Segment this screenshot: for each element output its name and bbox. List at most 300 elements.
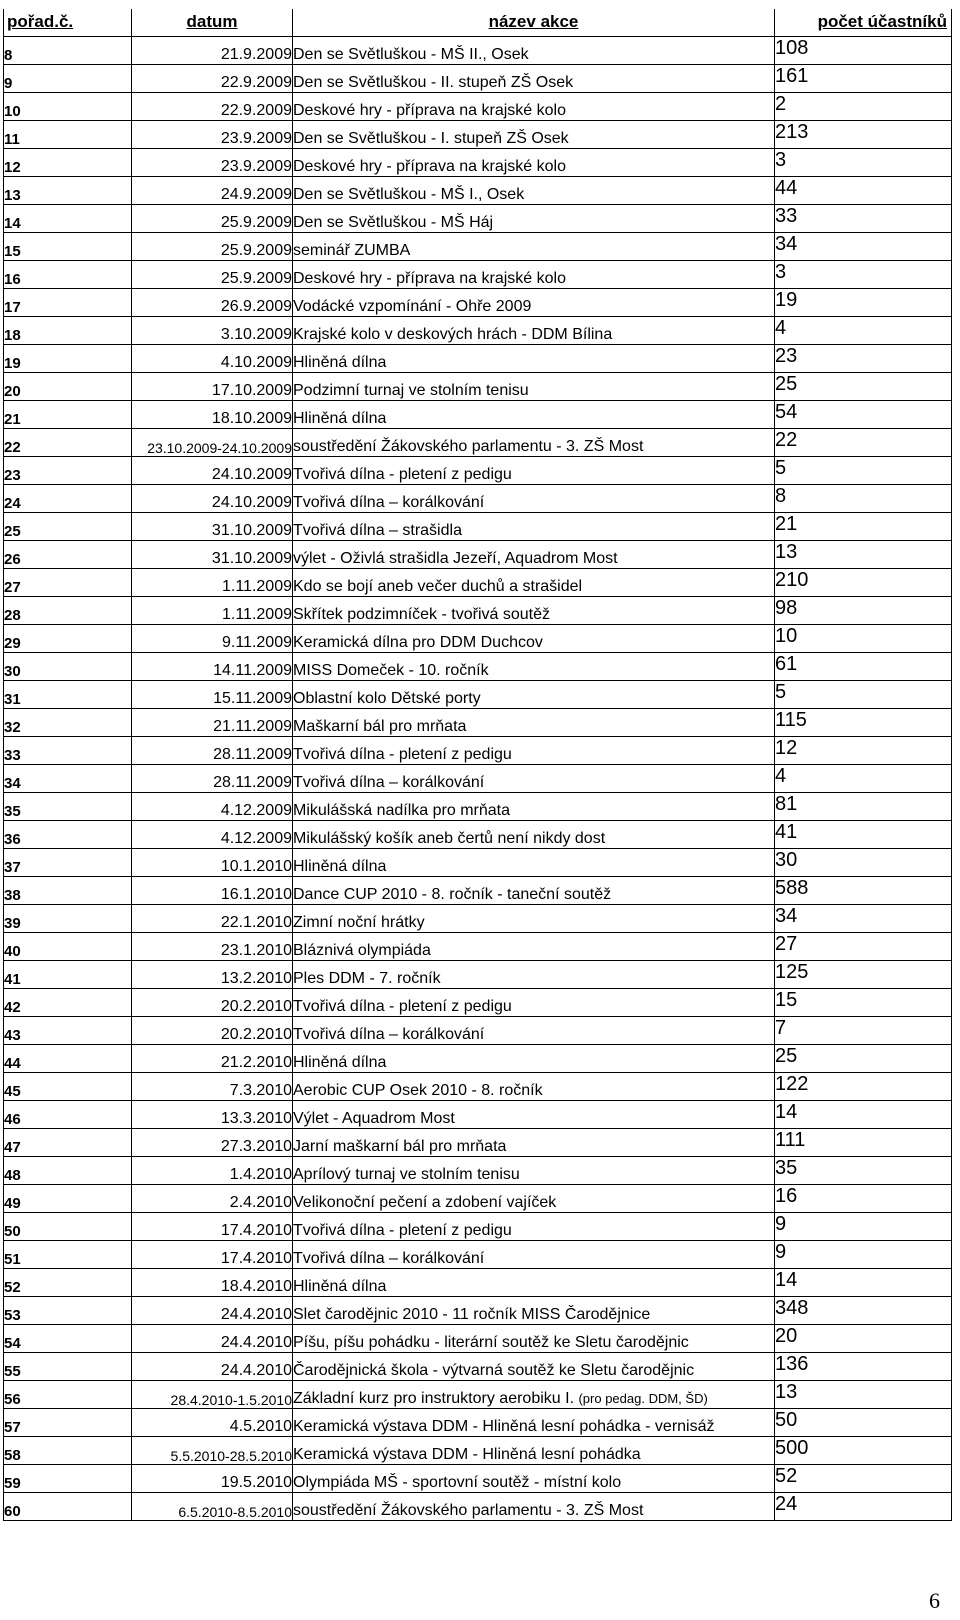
row-event-name xyxy=(293,484,775,512)
row-date: 18.4.2010 xyxy=(132,1268,293,1296)
row-event-text: Bláznivá olympiáda xyxy=(293,941,431,959)
row-event-text: Tvořivá dílna - pletení z pedigu xyxy=(293,745,512,763)
table-row xyxy=(4,540,952,568)
row-event-text: Tvořivá dílna – strašidla xyxy=(293,521,462,539)
row-order-number: 39 xyxy=(4,904,132,932)
row-participant-count: 34 xyxy=(775,232,952,260)
row-order-number: 60 xyxy=(4,1492,132,1520)
row-date: 26.9.2009 xyxy=(132,288,293,316)
row-event-name xyxy=(293,820,775,848)
row-event-name xyxy=(293,1044,775,1072)
row-date: 24.10.2009 xyxy=(132,484,293,512)
row-order-number: 38 xyxy=(4,876,132,904)
row-event-name xyxy=(293,1212,775,1240)
row-event-text: Deskové hry - příprava na krajské kolo xyxy=(293,157,566,175)
table-row xyxy=(4,988,952,1016)
row-order-number: 36 xyxy=(4,820,132,848)
row-participant-count: 19 xyxy=(775,288,952,316)
row-date: 10.1.2010 xyxy=(132,848,293,876)
row-order-number: 55 xyxy=(4,1352,132,1380)
table-row xyxy=(4,36,952,64)
row-order-number: 31 xyxy=(4,680,132,708)
row-event-name xyxy=(293,1408,775,1436)
row-date: 31.10.2009 xyxy=(132,540,293,568)
row-participant-count: 500 xyxy=(775,1436,952,1464)
row-participant-count: 213 xyxy=(775,120,952,148)
row-event-text: Skřítek podzimníček - tvořivá soutěž xyxy=(293,605,550,623)
row-event-name xyxy=(293,652,775,680)
row-participant-count: 161 xyxy=(775,64,952,92)
row-event-name xyxy=(293,764,775,792)
table-row xyxy=(4,260,952,288)
row-date: 24.10.2009 xyxy=(132,456,293,484)
row-participant-count: 61 xyxy=(775,652,952,680)
row-order-number: 16 xyxy=(4,260,132,288)
row-event-text: Velikonoční pečení a zdobení vajíček xyxy=(293,1193,557,1211)
row-order-number: 48 xyxy=(4,1156,132,1184)
row-event-name xyxy=(293,1324,775,1352)
row-event-name xyxy=(293,120,775,148)
table-row xyxy=(4,1072,952,1100)
row-event-name xyxy=(293,204,775,232)
row-date: 13.3.2010 xyxy=(132,1100,293,1128)
row-order-number: 13 xyxy=(4,176,132,204)
row-participant-count: 12 xyxy=(775,736,952,764)
row-event-text: Mikulášská nadílka pro mrňata xyxy=(293,801,510,819)
row-date: 25.9.2009 xyxy=(132,204,293,232)
table-row xyxy=(4,1100,952,1128)
row-order-number: 24 xyxy=(4,484,132,512)
row-order-number: 54 xyxy=(4,1324,132,1352)
row-event-name xyxy=(293,904,775,932)
row-event-name xyxy=(293,512,775,540)
row-event-name xyxy=(293,316,775,344)
row-participant-count: 35 xyxy=(775,1156,952,1184)
row-event-name xyxy=(293,400,775,428)
row-participant-count: 15 xyxy=(775,988,952,1016)
row-participant-count: 16 xyxy=(775,1184,952,1212)
row-order-number: 21 xyxy=(4,400,132,428)
row-event-text: výlet - Oživlá strašidla Jezeří, Aquadrom Most xyxy=(293,549,618,567)
row-order-number: 35 xyxy=(4,792,132,820)
table-row xyxy=(4,400,952,428)
row-participant-count: 54 xyxy=(775,400,952,428)
row-event-text: Keramická výstava DDM - Hliněná lesní pohádka - vernisáž xyxy=(293,1417,715,1435)
row-date: 16.1.2010 xyxy=(132,876,293,904)
row-participant-count: 25 xyxy=(775,372,952,400)
row-event-text: MISS Domeček - 10. ročník xyxy=(293,661,489,679)
table-row xyxy=(4,428,952,456)
row-date: 17.10.2009 xyxy=(132,372,293,400)
row-event-text: Krajské kolo v deskových hrách - DDM Bílina xyxy=(293,325,613,343)
row-event-name xyxy=(293,960,775,988)
row-order-number: 33 xyxy=(4,736,132,764)
row-event-text: Hliněná dílna xyxy=(293,353,387,371)
row-event-text: Čarodějnická škola - výtvarná soutěž ke Sletu čarodějnic xyxy=(293,1361,695,1379)
row-date: 22.9.2009 xyxy=(132,92,293,120)
row-date: 23.1.2010 xyxy=(132,932,293,960)
row-event-name xyxy=(293,708,775,736)
row-participant-count: 3 xyxy=(775,260,952,288)
row-participant-count: 9 xyxy=(775,1212,952,1240)
row-event-text: Maškarní bál pro mrňata xyxy=(293,717,467,735)
row-event-name xyxy=(293,1100,775,1128)
row-event-text: soustředění Žákovského parlamentu - 3. ZŠ Most xyxy=(293,437,644,455)
row-event-text: Vodácké vzpomínání - Ohře 2009 xyxy=(293,297,532,315)
row-participant-count: 348 xyxy=(775,1296,952,1324)
table-body xyxy=(4,36,952,1520)
row-date: 25.9.2009 xyxy=(132,232,293,260)
row-order-number: 9 xyxy=(4,64,132,92)
row-order-number: 32 xyxy=(4,708,132,736)
row-order-number: 45 xyxy=(4,1072,132,1100)
row-participant-count: 52 xyxy=(775,1464,952,1492)
row-order-number: 14 xyxy=(4,204,132,232)
row-event-text: Den se Světluškou - I. stupeň ZŠ Osek xyxy=(293,129,569,147)
row-date: 14.11.2009 xyxy=(132,652,293,680)
row-event-name xyxy=(293,540,775,568)
row-date: 7.3.2010 xyxy=(132,1072,293,1100)
table-row xyxy=(4,64,952,92)
row-participant-count: 33 xyxy=(775,204,952,232)
row-participant-count: 122 xyxy=(775,1072,952,1100)
row-event-name xyxy=(293,848,775,876)
row-event-name xyxy=(293,624,775,652)
row-order-number: 50 xyxy=(4,1212,132,1240)
row-date: 1.11.2009 xyxy=(132,596,293,624)
row-participant-count: 98 xyxy=(775,596,952,624)
row-event-name xyxy=(293,1072,775,1100)
row-date: 9.11.2009 xyxy=(132,624,293,652)
row-event-name xyxy=(293,1240,775,1268)
row-order-number: 11 xyxy=(4,120,132,148)
row-event-text: Podzimní turnaj ve stolním tenisu xyxy=(293,381,529,399)
row-participant-count: 136 xyxy=(775,1352,952,1380)
row-participant-count: 8 xyxy=(775,484,952,512)
row-participant-count: 34 xyxy=(775,904,952,932)
row-event-text: Hliněná dílna xyxy=(293,409,387,427)
row-event-name xyxy=(293,1296,775,1324)
table-row xyxy=(4,92,952,120)
row-order-number: 59 xyxy=(4,1464,132,1492)
row-date: 2.4.2010 xyxy=(132,1184,293,1212)
row-order-number: 27 xyxy=(4,568,132,596)
row-participant-count: 50 xyxy=(775,1408,952,1436)
table-row xyxy=(4,148,952,176)
row-event-text: Den se Světluškou - MŠ Háj xyxy=(293,213,494,231)
table-row xyxy=(4,792,952,820)
events-table xyxy=(3,9,952,1521)
row-participant-count: 13 xyxy=(775,540,952,568)
table-row xyxy=(4,1212,952,1240)
header-event: název akce xyxy=(293,9,775,36)
row-event-name xyxy=(293,1380,775,1408)
row-event-name xyxy=(293,1436,775,1464)
row-order-number: 49 xyxy=(4,1184,132,1212)
row-order-number: 17 xyxy=(4,288,132,316)
table-row xyxy=(4,204,952,232)
row-event-name xyxy=(293,988,775,1016)
row-event-text: Tvořivá dílna – korálkování xyxy=(293,1025,485,1043)
row-event-text: Olympiáda MŠ - sportovní soutěž - místní kolo xyxy=(293,1473,622,1491)
row-event-text: Základní kurz pro instruktory aerobiku I. xyxy=(293,1389,575,1407)
row-participant-count: 14 xyxy=(775,1100,952,1128)
row-date: 24.4.2010 xyxy=(132,1324,293,1352)
table-row xyxy=(4,708,952,736)
row-date: 22.1.2010 xyxy=(132,904,293,932)
row-event-name xyxy=(293,568,775,596)
row-order-number: 12 xyxy=(4,148,132,176)
row-order-number: 42 xyxy=(4,988,132,1016)
row-event-text: Aprílový turnaj ve stolním tenisu xyxy=(293,1165,520,1183)
row-event-text: Píšu, píšu pohádku - literární soutěž ke Sletu čarodějnic xyxy=(293,1333,689,1351)
row-order-number: 37 xyxy=(4,848,132,876)
row-event-name xyxy=(293,1156,775,1184)
row-participant-count: 7 xyxy=(775,1016,952,1044)
table-row xyxy=(4,596,952,624)
table-row xyxy=(4,1408,952,1436)
row-date: 23.9.2009 xyxy=(132,120,293,148)
row-participant-count: 4 xyxy=(775,316,952,344)
row-order-number: 23 xyxy=(4,456,132,484)
row-date: 25.9.2009 xyxy=(132,260,293,288)
table-row xyxy=(4,232,952,260)
row-event-name xyxy=(293,456,775,484)
table-row xyxy=(4,372,952,400)
table-row xyxy=(4,764,952,792)
row-order-number: 8 xyxy=(4,36,132,64)
row-order-number: 19 xyxy=(4,344,132,372)
row-participant-count: 13 xyxy=(775,1380,952,1408)
row-event-note: (pro pedag. DDM, ŠD) xyxy=(578,1390,708,1406)
row-event-text: Výlet - Aquadrom Most xyxy=(293,1109,455,1127)
row-order-number: 51 xyxy=(4,1240,132,1268)
row-event-text: Ples DDM - 7. ročník xyxy=(293,969,441,987)
row-date: 19.5.2010 xyxy=(132,1464,293,1492)
row-date: 31.10.2009 xyxy=(132,512,293,540)
row-event-text: Tvořivá dílna - pletení z pedigu xyxy=(293,997,512,1015)
row-event-name xyxy=(293,92,775,120)
row-participant-count: 5 xyxy=(775,456,952,484)
table-row xyxy=(4,1352,952,1380)
table-row xyxy=(4,316,952,344)
row-participant-count: 210 xyxy=(775,568,952,596)
row-event-text: Deskové hry - příprava na krajské kolo xyxy=(293,101,566,119)
row-date: 4.5.2010 xyxy=(132,1408,293,1436)
row-order-number: 40 xyxy=(4,932,132,960)
row-participant-count: 24 xyxy=(775,1492,952,1520)
row-order-number: 30 xyxy=(4,652,132,680)
row-date: 13.2.2010 xyxy=(132,960,293,988)
row-event-text: Tvořivá dílna - pletení z pedigu xyxy=(293,465,512,483)
row-date: 21.9.2009 xyxy=(132,36,293,64)
row-order-number: 43 xyxy=(4,1016,132,1044)
table-row xyxy=(4,288,952,316)
row-date: 28.4.2010-1.5.2010 xyxy=(132,1380,293,1408)
table-row xyxy=(4,624,952,652)
row-participant-count: 108 xyxy=(775,36,952,64)
row-participant-count: 125 xyxy=(775,960,952,988)
row-event-text: Jarní maškarní bál pro mrňata xyxy=(293,1137,507,1155)
row-event-text: Tvořivá dílna - pletení z pedigu xyxy=(293,1221,512,1239)
row-event-name xyxy=(293,1016,775,1044)
table-row xyxy=(4,456,952,484)
table-row xyxy=(4,1268,952,1296)
row-event-name xyxy=(293,1268,775,1296)
row-participant-count: 44 xyxy=(775,176,952,204)
table-row xyxy=(4,568,952,596)
row-participant-count: 5 xyxy=(775,680,952,708)
row-participant-count: 2 xyxy=(775,92,952,120)
table-row xyxy=(4,1128,952,1156)
row-event-text: Slet čarodějnic 2010 - 11 ročník MISS Čarodějnice xyxy=(293,1305,651,1323)
row-participant-count: 3 xyxy=(775,148,952,176)
row-participant-count: 9 xyxy=(775,1240,952,1268)
row-date: 21.11.2009 xyxy=(132,708,293,736)
row-order-number: 26 xyxy=(4,540,132,568)
row-event-text: Den se Světluškou - MŠ II., Osek xyxy=(293,45,529,63)
row-event-text: Tvořivá dílna – korálkování xyxy=(293,1249,485,1267)
row-date: 22.9.2009 xyxy=(132,64,293,92)
table-row xyxy=(4,932,952,960)
table-row xyxy=(4,120,952,148)
row-order-number: 52 xyxy=(4,1268,132,1296)
row-event-text: Hliněná dílna xyxy=(293,1053,387,1071)
row-event-text: Oblastní kolo Dětské porty xyxy=(293,689,481,707)
row-order-number: 29 xyxy=(4,624,132,652)
table-row xyxy=(4,736,952,764)
row-event-text: Mikulášský košík aneb čertů není nikdy dost xyxy=(293,829,606,847)
row-order-number: 15 xyxy=(4,232,132,260)
table-row xyxy=(4,960,952,988)
row-date: 3.10.2009 xyxy=(132,316,293,344)
table-row xyxy=(4,176,952,204)
row-event-name xyxy=(293,680,775,708)
table-row xyxy=(4,820,952,848)
table-row xyxy=(4,848,952,876)
row-date: 17.4.2010 xyxy=(132,1212,293,1240)
row-participant-count: 25 xyxy=(775,1044,952,1072)
row-event-name xyxy=(293,1492,775,1520)
table-row xyxy=(4,1240,952,1268)
table-row xyxy=(4,876,952,904)
row-date: 15.11.2009 xyxy=(132,680,293,708)
row-participant-count: 22 xyxy=(775,428,952,456)
row-event-name xyxy=(293,792,775,820)
row-participant-count: 81 xyxy=(775,792,952,820)
row-participant-count: 115 xyxy=(775,708,952,736)
row-event-text: soustředění Žákovského parlamentu - 3. ZŠ Most xyxy=(293,1501,644,1519)
row-event-name xyxy=(293,428,775,456)
row-participant-count: 588 xyxy=(775,876,952,904)
row-event-text: Tvořivá dílna – korálkování xyxy=(293,493,485,511)
row-order-number: 58 xyxy=(4,1436,132,1464)
row-date: 24.4.2010 xyxy=(132,1352,293,1380)
row-event-text: Deskové hry - příprava na krajské kolo xyxy=(293,269,566,287)
table-row xyxy=(4,1492,952,1520)
row-date: 4.12.2009 xyxy=(132,792,293,820)
row-event-name xyxy=(293,1352,775,1380)
row-participant-count: 20 xyxy=(775,1324,952,1352)
row-event-name xyxy=(293,932,775,960)
row-event-name xyxy=(293,148,775,176)
row-event-name xyxy=(293,288,775,316)
row-order-number: 47 xyxy=(4,1128,132,1156)
row-event-text: Aerobic CUP Osek 2010 - 8. ročník xyxy=(293,1081,543,1099)
row-order-number: 28 xyxy=(4,596,132,624)
row-date: 1.4.2010 xyxy=(132,1156,293,1184)
header-count: počet účastníků xyxy=(775,9,952,36)
row-participant-count: 10 xyxy=(775,624,952,652)
row-order-number: 53 xyxy=(4,1296,132,1324)
row-date: 27.3.2010 xyxy=(132,1128,293,1156)
table-row xyxy=(4,512,952,540)
table-row xyxy=(4,484,952,512)
row-event-name xyxy=(293,1464,775,1492)
table-row xyxy=(4,904,952,932)
row-event-name xyxy=(293,232,775,260)
row-event-text: Den se Světluškou - II. stupeň ZŠ Osek xyxy=(293,73,574,91)
row-date: 6.5.2010-8.5.2010 xyxy=(132,1492,293,1520)
table-row xyxy=(4,680,952,708)
page-number: 6 xyxy=(929,1588,940,1613)
row-date: 4.10.2009 xyxy=(132,344,293,372)
row-event-text: Hliněná dílna xyxy=(293,857,387,875)
row-event-name xyxy=(293,176,775,204)
row-participant-count: 27 xyxy=(775,932,952,960)
row-event-name xyxy=(293,596,775,624)
row-order-number: 22 xyxy=(4,428,132,456)
table-row xyxy=(4,1380,952,1408)
row-event-name xyxy=(293,876,775,904)
row-event-name xyxy=(293,1184,775,1212)
row-event-name xyxy=(293,736,775,764)
row-event-text: Keramická výstava DDM - Hliněná lesní pohádka xyxy=(293,1445,641,1463)
row-participant-count: 4 xyxy=(775,764,952,792)
row-date: 23.10.2009-24.10.2009 xyxy=(132,428,293,456)
table-row xyxy=(4,344,952,372)
row-date: 17.4.2010 xyxy=(132,1240,293,1268)
row-event-text: Den se Světluškou - MŠ I., Osek xyxy=(293,185,525,203)
row-event-text: Hliněná dílna xyxy=(293,1277,387,1295)
table-row xyxy=(4,1156,952,1184)
row-event-name xyxy=(293,344,775,372)
row-event-text: Keramická dílna pro DDM Duchcov xyxy=(293,633,543,651)
table-header-row xyxy=(4,9,952,36)
row-event-name xyxy=(293,36,775,64)
row-participant-count: 14 xyxy=(775,1268,952,1296)
row-date: 28.11.2009 xyxy=(132,764,293,792)
row-order-number: 46 xyxy=(4,1100,132,1128)
row-event-name xyxy=(293,260,775,288)
row-date: 24.9.2009 xyxy=(132,176,293,204)
row-order-number: 10 xyxy=(4,92,132,120)
row-event-text: seminář ZUMBA xyxy=(293,241,411,259)
row-order-number: 41 xyxy=(4,960,132,988)
row-event-text: Kdo se bojí aneb večer duchů a strašidel xyxy=(293,577,583,595)
row-date: 20.2.2010 xyxy=(132,988,293,1016)
row-date: 5.5.2010-28.5.2010 xyxy=(132,1436,293,1464)
row-participant-count: 41 xyxy=(775,820,952,848)
row-event-name xyxy=(293,1128,775,1156)
row-event-text: Zimní noční hrátky xyxy=(293,913,425,931)
row-event-name xyxy=(293,372,775,400)
row-date: 1.11.2009 xyxy=(132,568,293,596)
row-order-number: 20 xyxy=(4,372,132,400)
header-date: datum xyxy=(132,9,293,36)
header-order: pořad.č. xyxy=(4,9,132,36)
row-order-number: 25 xyxy=(4,512,132,540)
